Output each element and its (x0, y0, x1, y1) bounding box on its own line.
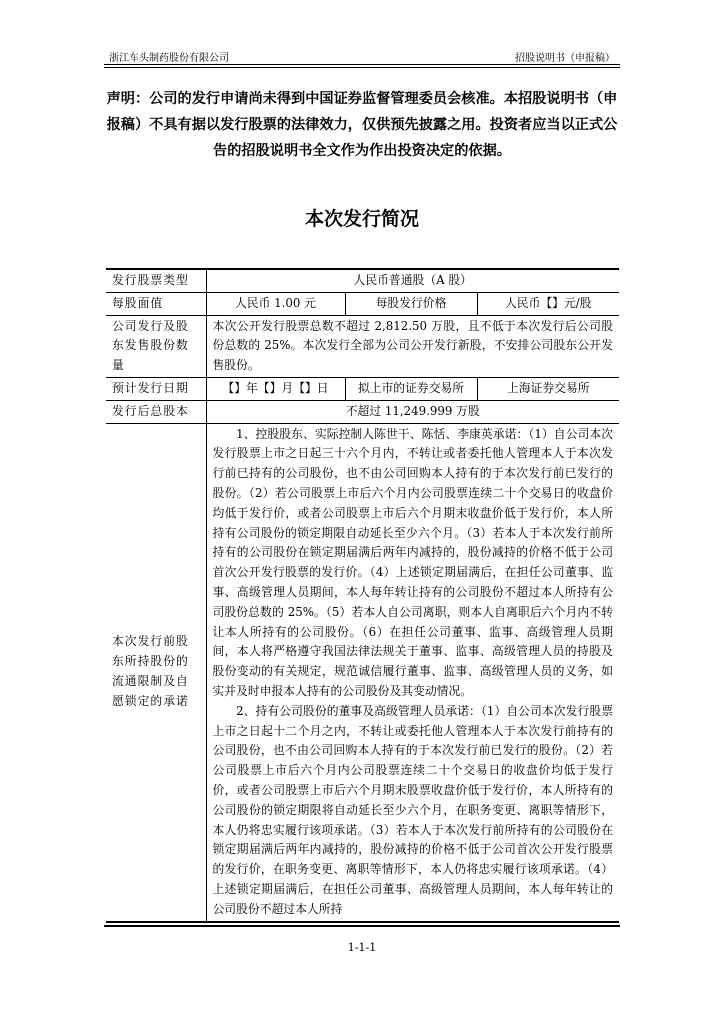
offering-summary-table (106, 268, 619, 923)
lockup-label: 本次发行前股东所持股份的流通限制及自愿锁定的承诺 (106, 423, 206, 921)
issue-date-value: 【】年【】月【】日 (206, 377, 345, 400)
page-number: 1-1-1 (347, 941, 377, 954)
exchange-label: 拟上市的证券交易所 (345, 377, 477, 400)
issue-price-label: 每股发行价格 (345, 292, 477, 315)
par-value-label: 每股面值 (106, 292, 206, 315)
table-row (106, 377, 619, 400)
issue-count-label: 公司发行及股东发售股份数量 (106, 315, 206, 377)
header-document-type: 招股说明书（申报稿） (515, 53, 615, 64)
stock-type-label: 发行股票类型 (106, 269, 206, 292)
table-row (106, 315, 619, 377)
header-rule-thin (104, 67, 620, 68)
footer-rule (104, 925, 620, 927)
header-company-name: 浙江车头制药股份有限公司 (109, 53, 229, 64)
lockup-paragraph-2: 2、持有公司股份的董事及高级管理人员承诺：（1）自公司本次发行股票上市之日起十二个月之内，不转让或委托他人管理本人于本次发行前持有的公司股份，也不由公司回购本人持有的于本次发行前已发行的股份。（2）若公司股票上市后六个月内公司股票连续二十个交易日的收盘价均低于发行价，或者公司股票上市后六个月期末股票收盘价低于发行价，本人所持有的公司股份的锁定期限将自动延长至少六个月，在职务变更、离职等情形下，本人仍将忠实履行该项承诺。（3）若本人于本次发行前所持有的公司股份在锁定期届满后两年内减持的，股份减持的价格不低于公司首次公开发行股票的发行价，在职务变更、离职等情形下，本人仍将忠实履行该项承诺。（4）上述锁定期届满后，在担任公司董事、高级管理人员期间，本人每年转让的公司股份不超过本人所持 (212, 703, 614, 916)
issue-price-value: 人民币【】元/股 (477, 292, 619, 315)
table-row (106, 423, 619, 921)
stock-type-value: 人民币普通股（A 股） (206, 269, 619, 292)
page-header (0, 0, 724, 68)
exchange-value: 上海证券交易所 (477, 377, 619, 400)
total-shares-label: 发行后总股本 (106, 400, 206, 423)
table-row (106, 400, 619, 423)
table-row (106, 292, 619, 315)
issue-count-value: 本次公开发行股票总数不超过 2,812.50 万股，且不低于本次发行后公司股份总数的 25%。本次发行全部为公司公开发行新股，不安排公司股东公开发售股份。 (206, 315, 619, 377)
table-row (106, 269, 619, 292)
lockup-paragraph-1: 1、控股股东、实际控制人陈世干、陈恬、李康英承诺：（1）自公司本次发行股票上市之日起三十六个月内，不转让或者委托他人管理本人于本次发行前已持有的公司股份，也不由公司回购本人持有的于本次发行前已发行的股份。（2）若公司股票上市后六个月内公司股票连续二十个交易日的收盘价均低于发行价，或者公司股票上市后六个月期末收盘价低于发行价，本人所持有公司股份的锁定期限自动延长至少六个月。（3）若本人于本次发行前所持有的公司股份在锁定期届满后两年内减持的，股份减持的价格不低于公司首次公开发行股票的发行价。（4）上述锁定期届满后，在担任公司董事、监事、高级管理人员期间，本人每年转让持有的公司股份不超过本人所持有公司股份总数的 25%。（5）若本人自公司离职，则本人自离职后六个月内不转让本人所持有的公司股份。（6）在担任公司董事、监事、高级管理人员期间，本人将严格遵守我国法律法规关于董事、监事、高级管理人员的持股及股份变动的有关规定，规范诚信履行董事、监事、高级管理人员的义务，如实并及时申报本人持有的公司股份及其变动情况。 (212, 426, 614, 698)
section-title: 本次发行简况 (304, 208, 419, 230)
total-shares-value: 不超过 11,249.999 万股 (206, 400, 619, 423)
header-rule-thick (104, 64, 620, 65)
disclaimer-notice: 声明：公司的发行申请尚未得到中国证券监督管理委员会核准。本招股说明书（申报稿）不具有据以发行股票的法律效力，仅供预先披露之用。投资者应当以正式公告的招股说明书全文作为作出投资决定的依据。 (106, 91, 618, 159)
lockup-commitments (206, 423, 619, 921)
par-value-value: 人民币 1.00 元 (206, 292, 345, 315)
issue-date-label: 预计发行日期 (106, 377, 206, 400)
